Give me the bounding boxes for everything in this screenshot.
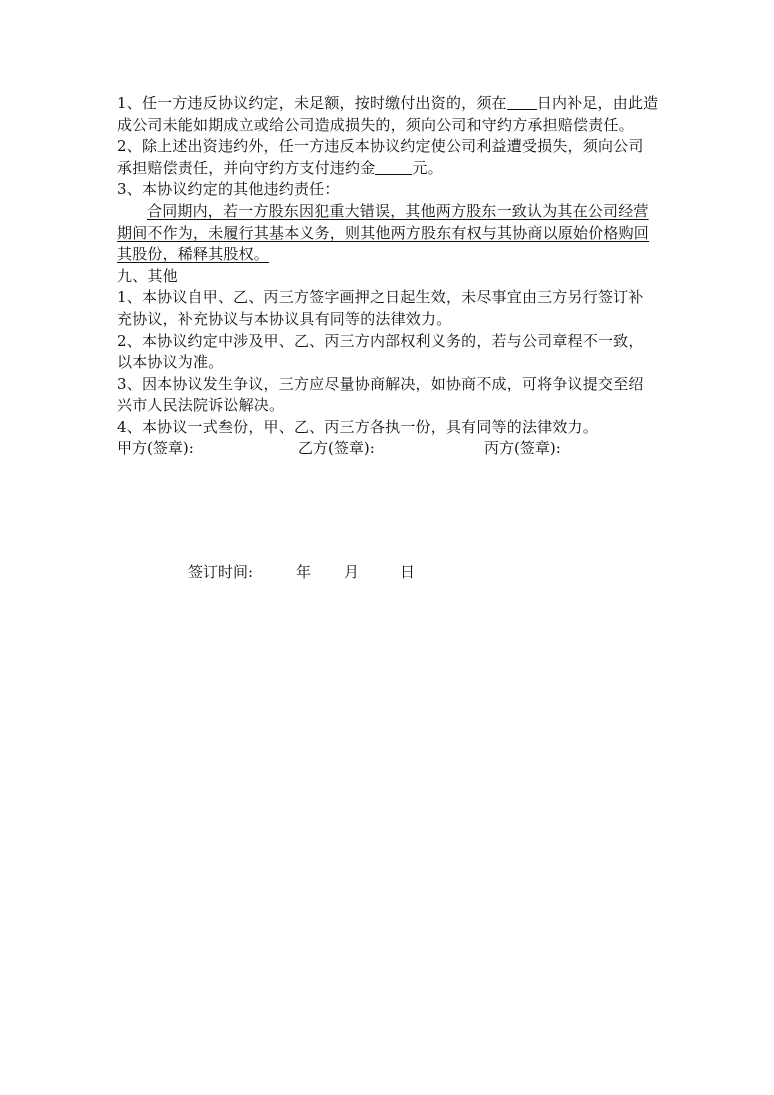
clause-1-line-1 bbox=[117, 93, 665, 115]
clause-3-detail-line-1: 合同期内，若一方股东因犯重大错误，其他两方股东一致认为其在公司经营 bbox=[147, 201, 649, 220]
clause-3-detail-line-2: 期间不作为，未履行其基本义务，则其他两方股东有权与其协商以原始价格购回 bbox=[117, 223, 650, 242]
section-9-item-4: 4、本协议一式叁份，甲、乙、丙三方各执一份，具有同等的法律效力。 bbox=[117, 417, 598, 436]
section-9-item-3-line-2: 兴市人民法院诉讼解决。 bbox=[117, 396, 285, 415]
section-9-item-1-line-1: 1、本协议自甲、乙、丙三方签字画押之日起生效，未尽事宜由三方另行签订补 bbox=[117, 288, 644, 307]
clause-3-detail-line-3: 其股份，稀释其股权。 bbox=[117, 245, 270, 264]
party-a-signature-label: 甲方(签章): bbox=[117, 439, 194, 457]
section-9-item-3-line-1: 3、因本协议发生争议，三方应尽量协商解决，如协商不成，可将争议提交至绍 bbox=[117, 374, 644, 393]
section-9-title: 九、其他 bbox=[117, 266, 178, 285]
clause-1-text-a: 1、任一方违反协议约定，未足额，按时缴付出资的，须在 bbox=[117, 94, 507, 112]
clause-2-line-2 bbox=[117, 158, 665, 180]
clause-2-line-1: 2、除上述出资违约外，任一方违反本协议约定使公司利益遭受损失，须向公司 bbox=[117, 137, 644, 156]
clause-3-heading: 3、本协议约定的其他违约责任： bbox=[117, 180, 340, 199]
section-9-item-2-line-1: 2、本协议约定中涉及甲、乙、丙三方内部权利义务的，若与公司章程不一致， bbox=[117, 331, 644, 350]
party-c-signature-label: 丙方(签章): bbox=[484, 439, 561, 457]
party-b-signature-label: 乙方(签章): bbox=[298, 439, 375, 457]
signing-date-month: 月 bbox=[344, 563, 360, 581]
signing-date-label: 签订时间: bbox=[188, 563, 254, 581]
section-9-item-2-line-2: 以本协议为准。 bbox=[117, 353, 224, 372]
clause-2-text-c: 元。 bbox=[412, 158, 443, 177]
signing-date-day: 日 bbox=[400, 563, 416, 581]
days-blank bbox=[507, 95, 537, 110]
penalty-amount-blank bbox=[375, 160, 412, 175]
signature-row bbox=[117, 437, 665, 461]
contract-body bbox=[117, 93, 665, 439]
signing-date-year: 年 bbox=[296, 563, 312, 581]
clause-1-line-2: 成公司未能如期成立或给公司造成损失的，须向公司和守约方承担赔偿责任。 bbox=[117, 115, 634, 134]
clause-2-text-b: 承担赔偿责任，并向守约方支付违约金 bbox=[117, 158, 376, 177]
section-9-item-1-line-2: 充协议，补充协议与本协议具有同等的法律效力。 bbox=[117, 309, 452, 328]
clause-1-text-b: 日内补足，由此造 bbox=[536, 94, 659, 112]
